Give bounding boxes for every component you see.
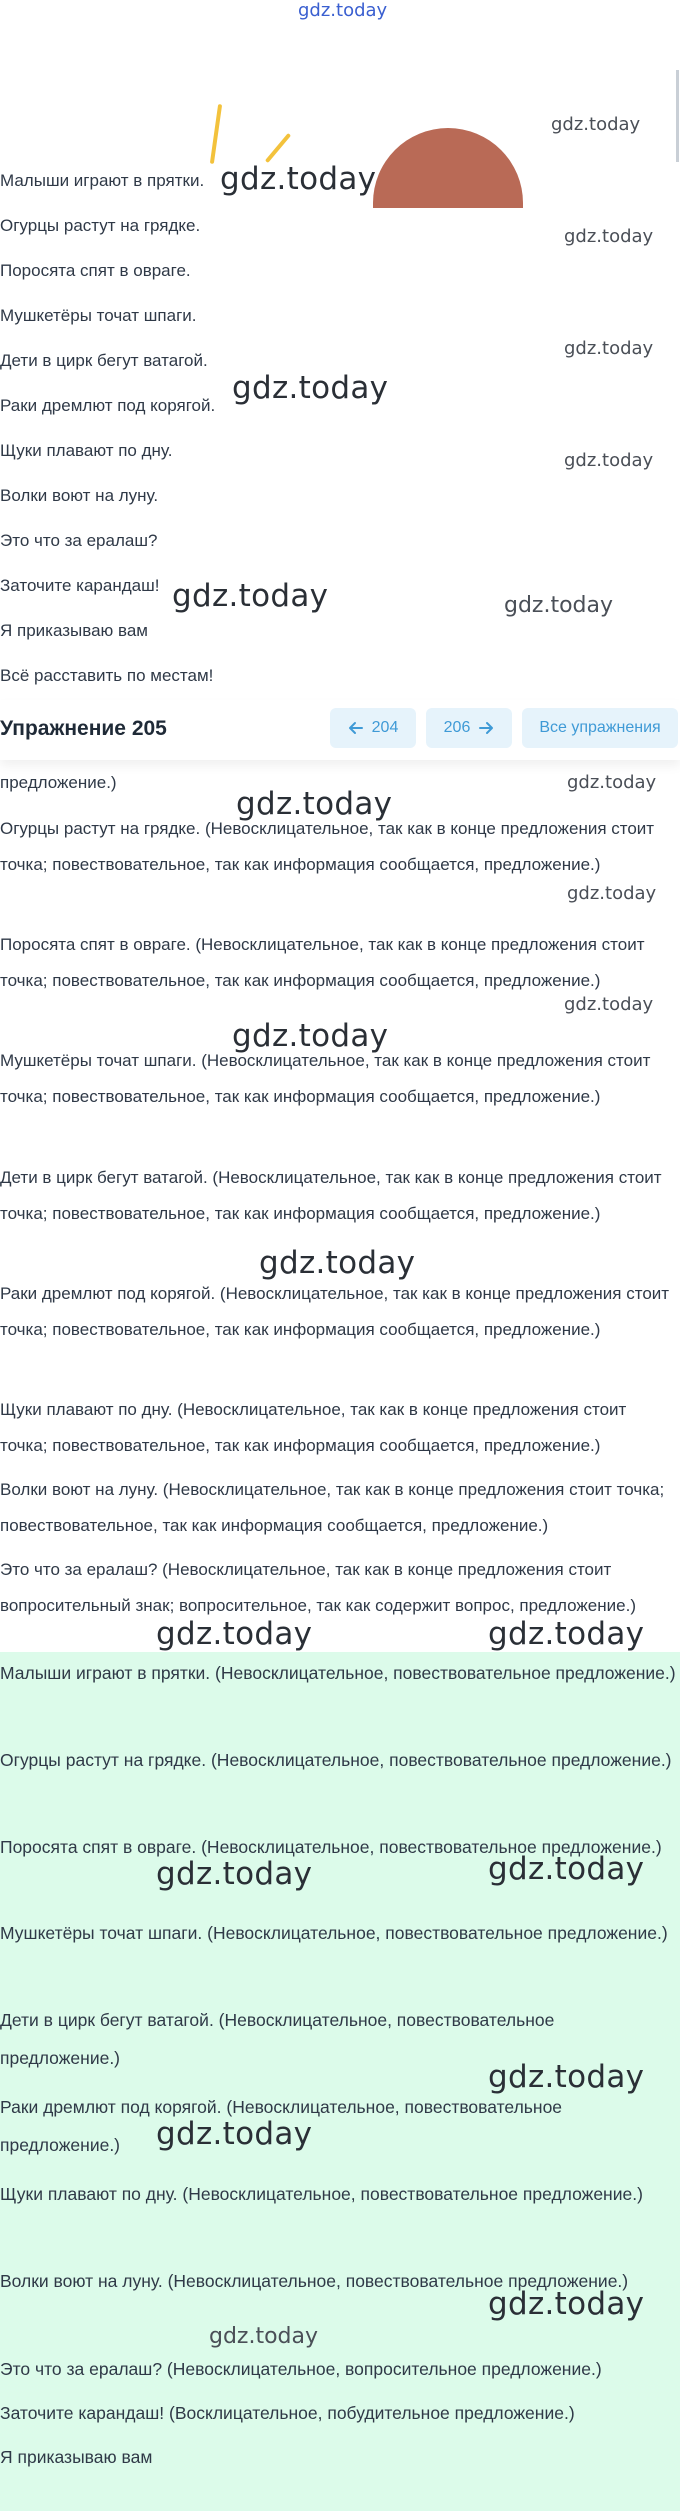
watermark: gdz.today [220, 161, 377, 197]
poem-line: Это что за ералаш? [0, 531, 158, 550]
watermark: gdz.today [488, 1616, 645, 1652]
all-exercises-button[interactable] [522, 708, 678, 748]
exercise-nav-bar [0, 700, 680, 760]
watermark: gdz.today [488, 2059, 645, 2095]
watermark: gdz.today [567, 772, 657, 793]
answer-paragraph: Щуки плавают по дну. (Невосклицательное, повествовательное предложение.) [0, 2184, 643, 2204]
poem-line: Дети в цирк бегут ватагой. [0, 351, 208, 370]
answer-block [0, 1652, 680, 2511]
watermark: gdz.today [564, 450, 654, 471]
watermark: gdz.today [232, 370, 389, 406]
analysis-paragraph: Поросята спят в овраге. (Невосклицательное, так как в конце предложения стоит точка; повествовательное, так как информация сообщается, предложение.) [0, 935, 645, 990]
poem-line: Всё расставить по местам! [0, 666, 214, 685]
answer-paragraph: Это что за ералаш? (Невосклицательное, вопросительное предложение.) [0, 2359, 602, 2379]
answer-paragraph: Раки дремлют под корягой. (Невосклицательное, повествовательное предложение.) [0, 2097, 563, 2155]
all-exercises-label: Все упражнения [539, 719, 661, 736]
answer-paragraph: Поросята спят в овраге. (Невосклицательное, повествовательное предложение.) [0, 1837, 662, 1857]
bear-illustration [373, 128, 523, 208]
answer-paragraph: Я приказываю вам [0, 2447, 153, 2467]
answer-paragraph: Мушкетёры точат шпаги. (Невосклицательное, повествовательное предложение.) [0, 1923, 668, 1943]
next-exercise-button[interactable] [426, 708, 512, 748]
analysis-paragraph: Щуки плавают по дну. (Невосклицательное, так как в конце предложения стоит точка; повествовательное, так как информация сообщается, предложение.) [0, 1400, 627, 1455]
watermark: gdz.today [564, 994, 654, 1015]
answer-paragraph: Дети в цирк бегут ватагой. (Невосклицательное, повествовательное предложение.) [0, 2010, 555, 2068]
prev-exercise-button[interactable] [330, 708, 416, 748]
analysis-paragraph: Это что за ералаш? (Невосклицательное, так как в конце предложения стоит вопросительный знак; вопросительное, так как содержит вопрос, предложение.) [0, 1560, 636, 1615]
watermark: gdz.today [298, 0, 388, 21]
watermark: gdz.today [172, 578, 329, 614]
next-exercise-label: 206 [443, 719, 471, 736]
poem-line: Заточите карандаш! [0, 576, 160, 595]
watermark: gdz.today [551, 114, 641, 135]
watermark: gdz.today [156, 1616, 313, 1652]
analysis-paragraph: Дети в цирк бегут ватагой. (Невосклицательное, так как в конце предложения стоит точка; повествовательное, так как информация сообщается, предложение.) [0, 1168, 662, 1223]
watermark: gdz.today [259, 1245, 416, 1281]
arrow-right-icon [478, 720, 494, 736]
poem-line: Щуки плавают по дну. [0, 441, 173, 460]
analysis-paragraph: предложение.) [0, 773, 117, 792]
poem-line: Малыши играют в прятки. [0, 171, 205, 190]
watermark: gdz.today [488, 1851, 645, 1887]
answer-paragraph: Огурцы растут на грядке. (Невосклицательное, повествовательное предложение.) [0, 1750, 672, 1770]
analysis-paragraph: Волки воют на луну. (Невосклицательное, так как в конце предложения стоит точка; повествовательное, так как информация сообщается, предложение.) [0, 1480, 665, 1535]
watermark: gdz.today [236, 786, 393, 822]
poem-line: Поросята спят в овраге. [0, 261, 191, 280]
analysis-paragraph: Мушкетёры точат шпаги. (Невосклицательное, так как в конце предложения стоит точка; повествовательное, так как информация сообщается, предложение.) [0, 1051, 651, 1106]
watermark: gdz.today [232, 1018, 389, 1054]
poem-line: Волки воют на луну. [0, 486, 159, 505]
page-title: Упражнение 205 [0, 717, 167, 740]
poem-line: Огурцы растут на грядке. [0, 216, 201, 235]
poem-line: Мушкетёры точат шпаги. [0, 306, 197, 325]
analysis-paragraph: Раки дремлют под корягой. (Невосклицательное, так как в конце предложения стоит точка; повествовательное, так как информация сообщается, предложение.) [0, 1284, 670, 1339]
vertical-divider [676, 70, 679, 162]
poem-line: Я приказываю вам [0, 621, 148, 640]
pencil-illustration [210, 104, 222, 164]
watermark: gdz.today [504, 593, 614, 618]
watermark: gdz.today [564, 338, 654, 359]
prev-exercise-label: 204 [371, 719, 399, 736]
watermark: gdz.today [567, 883, 657, 904]
watermark: gdz.today [209, 2324, 319, 2349]
answer-paragraph: Волки воют на луну. (Невосклицательное, повествовательное предложение.) [0, 2271, 629, 2291]
watermark: gdz.today [156, 2116, 313, 2152]
watermark: gdz.today [488, 2286, 645, 2322]
watermark: gdz.today [156, 1856, 313, 1892]
answer-paragraph: Малыши играют в прятки. (Невосклицательное, повествовательное предложение.) [0, 1663, 676, 1683]
answer-paragraph: Заточите карандаш! (Восклицательное, побудительное предложение.) [0, 2403, 575, 2423]
pencil-illustration [265, 133, 291, 163]
analysis-paragraph: Огурцы растут на грядке. (Невосклицательное, так как в конце предложения стоит точка; повествовательное, так как информация сообщается, предложение.) [0, 819, 655, 874]
watermark: gdz.today [564, 226, 654, 247]
poem-line: Раки дремлют под корягой. [0, 396, 216, 415]
arrow-left-icon [348, 720, 364, 736]
